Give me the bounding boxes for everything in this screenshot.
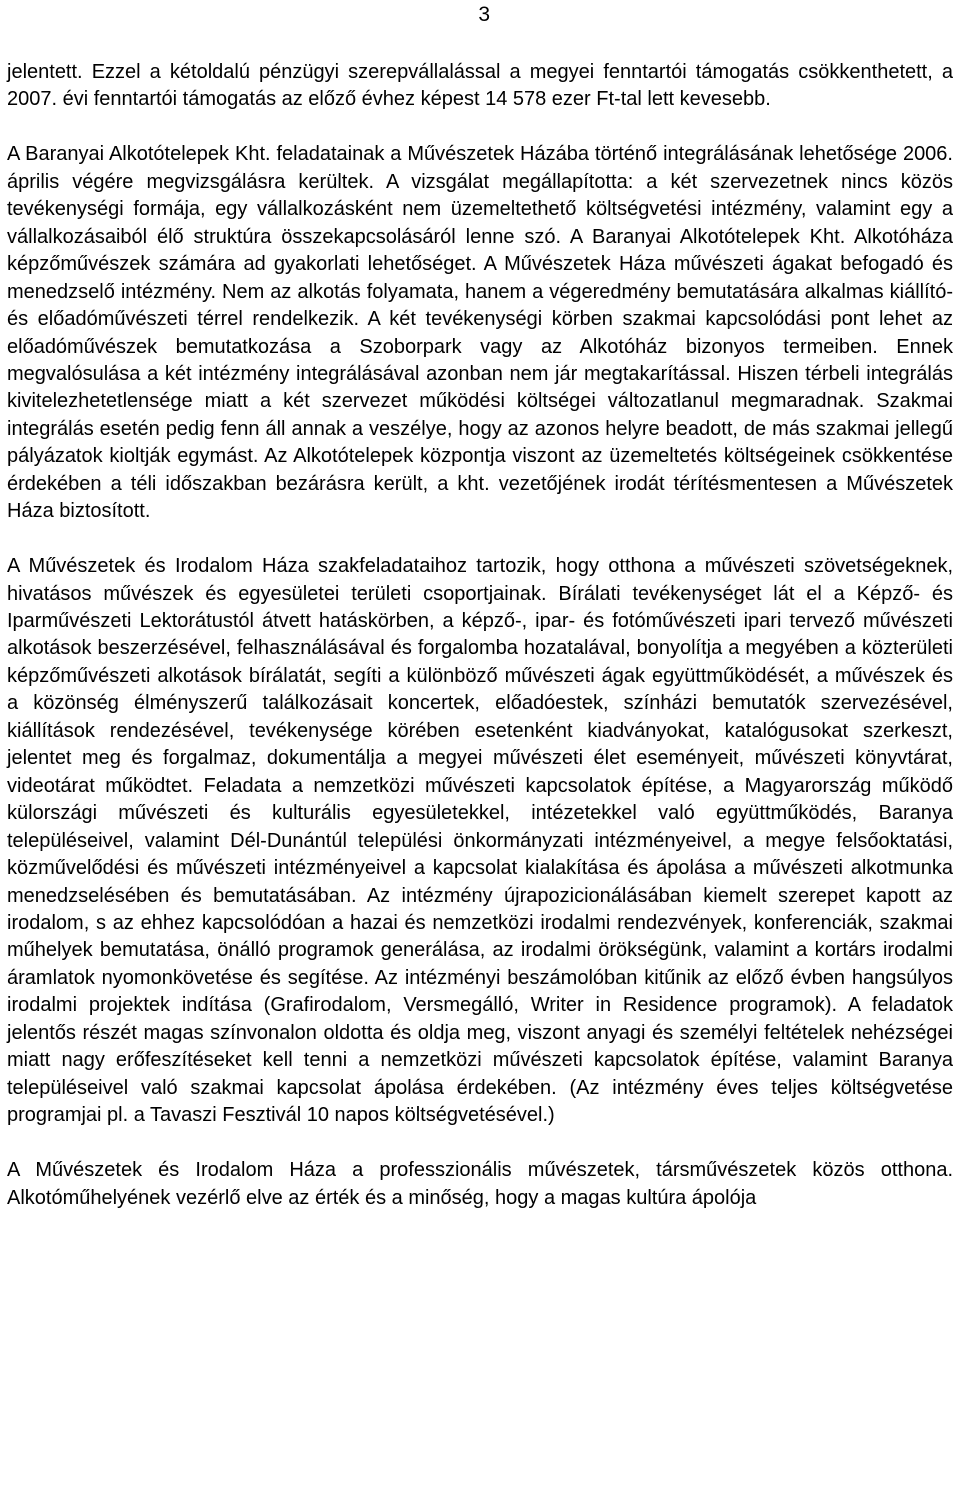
paragraph-gap	[7, 526, 953, 553]
document-body	[7, 59, 953, 1212]
page-number: 3	[478, 3, 490, 26]
paragraph-2: A Baranyai Alkotótelepek Kht. feladatainak a Művészetek Házába történő integrálásának lehetősége 2006. április végére megvizsgálásra kerültek. A vizsgálat megállapította: a két szervezetnek nincs közös tevékenységi formája, egy vállalkozásként nem üzemeltethető költségvetési intézmény, valamint egy a vállalkozásaiból élő struktúra összekapcsolásáról lenne szó. A Baranyai Alkotótelepek Kht. Alkotóháza képzőművészek számára ad gyakorlati lehetőséget. A Művészetek Háza művészeti ágakat befogadó és menedzselő intézmény. Nem az alkotás folyamata, hanem a végeredmény bemutatására alkalmas kiállító- és előadóművészeti térrel rendelkezik. A két tevékenységi körben szakmai kapcsolódási pont lehet az előadóművészek bemutatkozása a Szoborpark vagy az Alkotóház bizonyos termeiben. Ennek megvalósulása a két intézmény integrálásával azonban nem jár megtakarítással. Hiszen térbeli integrálás kivitelezhetetlensége miatt a két szervezet működési költségei változatlanul megmaradnak. Szakmai integrálás esetén pedig fenn áll annak a veszélye, hogy az azonos helyre beadott, de más szakmai jellegű pályázatok kioltják egymást. Az Alkotótelepek központja viszont az üzemeltetés költségeinek csökkentése érdekében a téli időszakban bezárásra került, a kht. vezetőjének irodát térítésmentesen a Művészetek Háza biztosított.	[7, 143, 953, 523]
paragraph-4: A Művészetek és Irodalom Háza a professzionális művészetek, társművészetek közös otthona. Alkotóműhelyének vezérlő elve az érték és a minőség, hogy a magas kultúra ápolója	[7, 1159, 953, 1209]
paragraph-gap	[7, 114, 953, 141]
paragraph-3: A Művészetek és Irodalom Háza szakfeladataihoz tartozik, hogy otthona a művészeti szövetségeknek, hivatásos művészek és egyesületei területi csoportjainak. Bírálati tevékenységet lát el a Képző- és Iparművészeti Lektorátustól átvett hatáskörben, a képző-, ipar- és fotóművészeti ipari tervező művészeti alkotások beszerzésével, felhasználásával és forgalomba hozatalával, bonyolítja a megyében a közterületi képzőművészeti alkotások bírálatát, segíti a különböző művészeti ágak együttműködését, a művészek és a közönség élményszerű találkozásait koncertek, előadóestek, színházi bemutatók szervezésével, kiállítások rendezésével, tevékenysége körében esetenként kiadványokat, katalógusokat szerkeszt, jelentet meg és forgalmaz, dokumentálja a megyei művészeti élet eseményeit, művészeti könyvtárat, videotárat működtet. Feladata a nemzetközi művészeti kapcsolatok építése, a Magyarország működő külországi művészeti és kulturális egyesületekkel, intézetekkel való együttműködés, Baranya településeivel, valamint Dél-Dunántúl települési önkormányzati intézményeivel, a megye felsőoktatási, közművelődési és művészeti intézményeivel a kapcsolat kialakítása és ápolása a művészeti alkotmunka menedzselésében és bemutatásában. Az intézmény újrapozicionálásában kiemelt szerepet kapott az irodalom, s az ehhez kapcsolódóan a hazai és nemzetközi irodalmi rendezvények, konferenciák, szakmai műhelyek bemutatása, önálló programok generálása, az irodalmi örökségünk, valamint a kortárs irodalmi áramlatok nyomonkövetése és segítése. Az intézményi beszámolóban kitűnik az előző évben hangsúlyos irodalmi projektek indítása (Grafirodalom, Versmegálló, Writer in Residence programok). A feladatok jelentős részét magas színvonalon oldotta és oldja meg, viszont anyagi és személyi feltételek nehézségei miatt nagy erőfeszítéseket kell tenni a nemzetközi művészeti kapcsolatok építése, valamint Baranya településeivel való szakmai kapcsolat ápolása érdekében. (Az intézmény éves teljes költségvetése programjai pl. a Tavaszi Fesztivál 10 napos költségvetésével.)	[7, 555, 953, 1127]
paragraph-1: jelentett. Ezzel a kétoldalú pénzügyi szerepvállalással a megyei fenntartói támogatás csökkenthetett, a 2007. évi fenntartói támogatás az előző évhez képest 14 578 ezer Ft-tal lett kevesebb.	[7, 61, 953, 111]
paragraph-gap	[7, 1130, 953, 1157]
